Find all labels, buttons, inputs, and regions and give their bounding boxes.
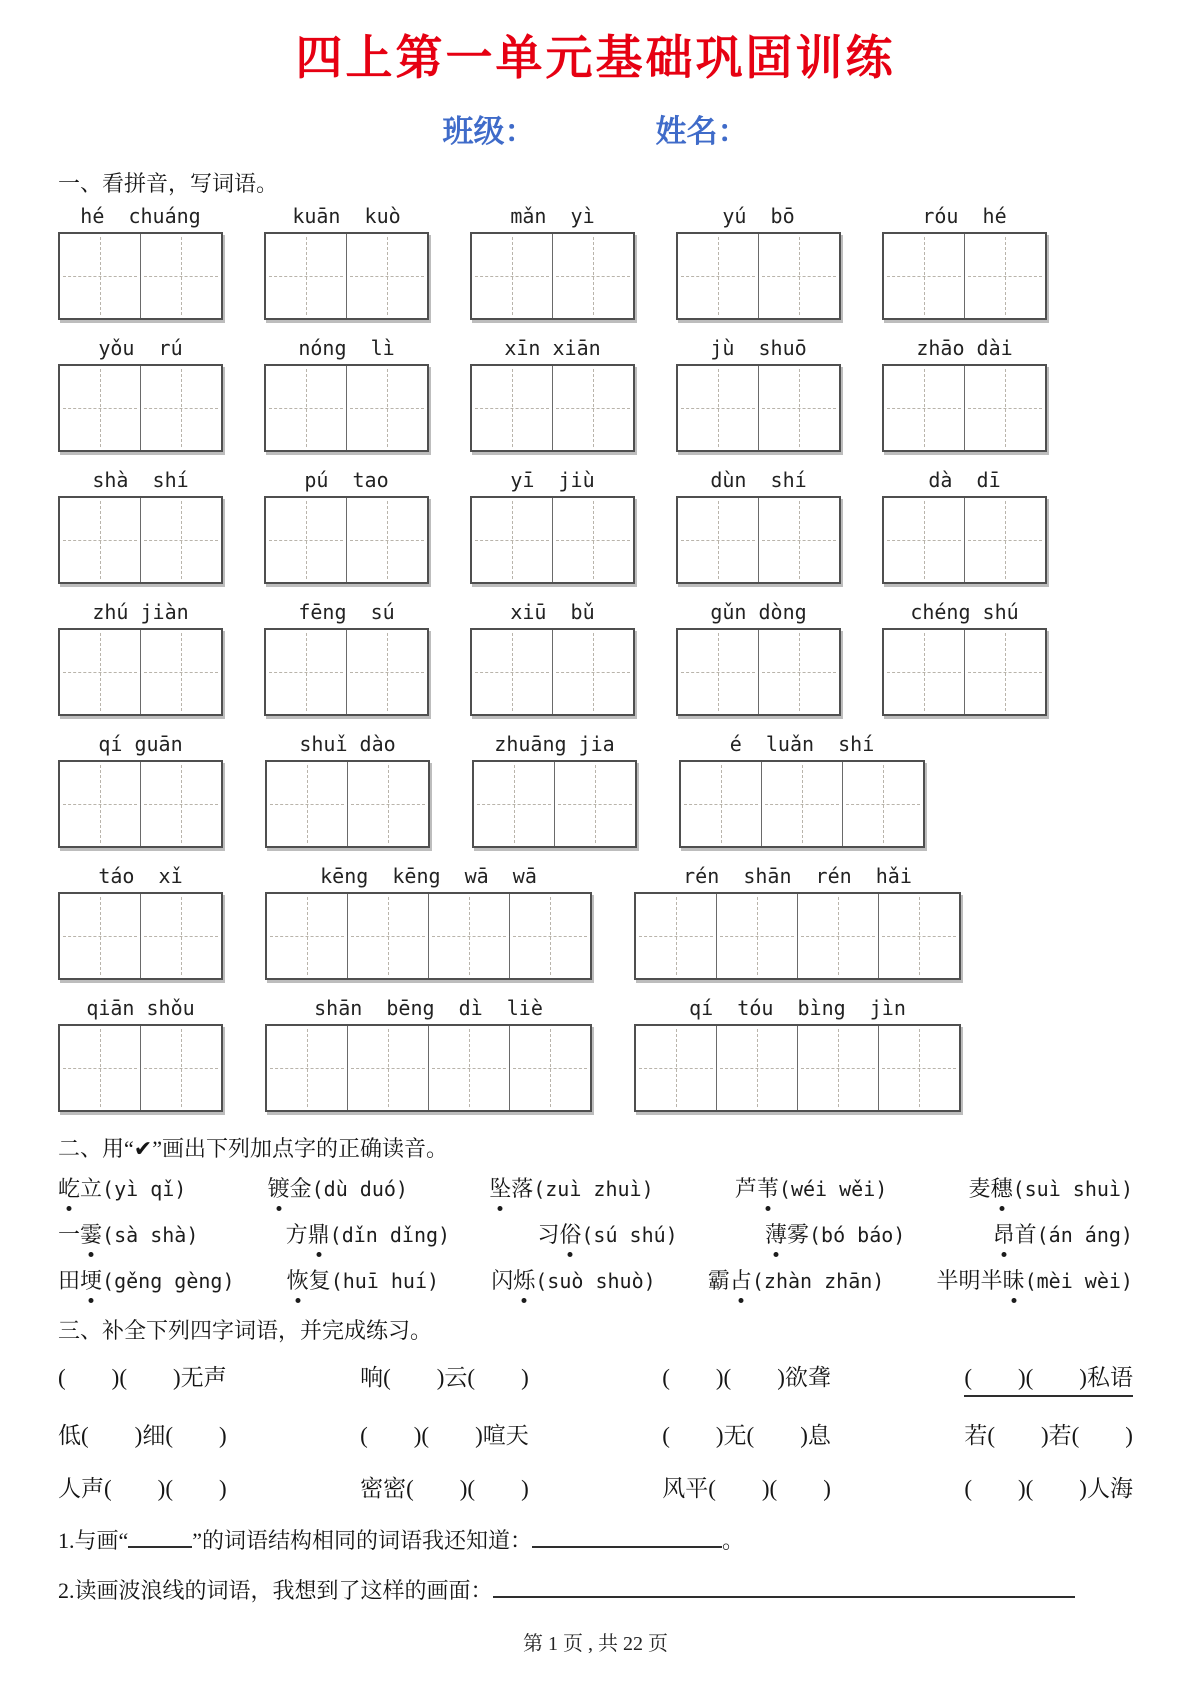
writing-boxes <box>265 1024 592 1112</box>
pronunciation-item <box>537 1218 677 1249</box>
writing-boxes <box>58 232 223 320</box>
idiom-row <box>58 1359 1133 1397</box>
pinyin-options: (sú shú) <box>581 1223 678 1248</box>
word-group <box>58 864 223 980</box>
pinyin-options: (án áng) <box>1036 1223 1133 1248</box>
tianzige-cell <box>472 498 552 582</box>
word-with-dot <box>937 1268 1025 1293</box>
word-char: 薄 <box>765 1218 787 1249</box>
word-group <box>264 600 429 716</box>
section-2-heading: 二、用“✔”画出下列加点字的正确读音。 <box>58 1136 448 1162</box>
word-group <box>676 204 841 320</box>
question-1-pre: 1.与画“ <box>58 1528 129 1554</box>
section-1 <box>58 163 1133 1128</box>
word-with-dot <box>287 1268 331 1293</box>
tianzige-cell <box>636 894 716 978</box>
word-char: 穗 <box>991 1172 1013 1203</box>
tianzige-cell <box>884 234 964 318</box>
tianzige-cell <box>878 1026 959 1110</box>
word-group <box>882 468 1047 584</box>
word-char: 首 <box>1014 1222 1037 1248</box>
word-group <box>58 468 223 584</box>
pinyin-row <box>58 996 1133 1112</box>
tianzige-cell <box>60 894 140 978</box>
word-char: 半 <box>980 1268 1003 1294</box>
idiom-blank-item: 低( )细( ) <box>58 1423 227 1449</box>
word-char: 镀 <box>268 1172 290 1203</box>
tianzige-cell <box>472 366 552 450</box>
word-with-dot <box>993 1222 1037 1247</box>
tianzige-cell <box>636 1026 716 1110</box>
pronunciation-item <box>287 1264 439 1295</box>
tianzige-cell <box>428 1026 509 1110</box>
word-char: 闪 <box>491 1268 514 1294</box>
pinyin-label: gǔn dòng <box>710 600 807 625</box>
writing-boxes <box>882 364 1047 452</box>
q1-answer-blank <box>532 1523 722 1548</box>
word-char: 落 <box>511 1176 534 1202</box>
pinyin-options: (huī huí) <box>330 1269 440 1294</box>
tianzige-cell <box>472 630 552 714</box>
tianzige-cell <box>964 498 1045 582</box>
writing-boxes <box>676 496 841 584</box>
question-1-end: 。 <box>722 1528 745 1554</box>
tianzige-cell <box>60 366 140 450</box>
word-group <box>58 732 223 848</box>
section-3-heading: 三、补全下列四字词语，并完成练习。 <box>58 1318 433 1344</box>
pinyin-label: táo xǐ <box>98 864 183 889</box>
pronunciation-item <box>58 1172 186 1203</box>
tianzige-cell <box>60 1026 140 1110</box>
word-group <box>470 336 635 452</box>
writing-boxes <box>264 232 429 320</box>
word-char: 俗 <box>559 1218 581 1249</box>
word-group <box>265 732 430 848</box>
pinyin-label: shuǐ dào <box>299 732 396 757</box>
word-group <box>470 204 635 320</box>
tianzige-cell <box>140 234 221 318</box>
idiom-blank-item: 风平( )( ) <box>662 1476 831 1502</box>
pronunciation-item <box>993 1218 1133 1249</box>
word-group <box>265 864 592 980</box>
writing-boxes <box>58 760 223 848</box>
pinyin-label: rén shān rén hǎi <box>683 864 912 889</box>
word-char: 立 <box>80 1176 103 1202</box>
pinyin-row <box>58 204 1133 320</box>
pinyin-label: chéng shú <box>910 600 1019 625</box>
word-with-dot <box>58 1176 102 1201</box>
word-char: 鼎 <box>308 1218 330 1249</box>
idiom-blank-item: 密密( )( ) <box>360 1476 529 1502</box>
pinyin-options: (gěng gèng) <box>102 1269 235 1294</box>
pinyin-row <box>58 336 1133 452</box>
tianzige-cell <box>552 234 633 318</box>
pinyin-label: dà dī <box>928 468 1001 493</box>
pinyin-label: shà shí <box>92 468 189 493</box>
pinyin-options: (wéi wěi) <box>778 1177 888 1202</box>
pinyin-label: zhāo dài <box>916 336 1013 361</box>
pinyin-label: xiū bǔ <box>510 600 595 625</box>
word-with-dot <box>268 1176 312 1201</box>
idiom-blank-item: ( )( )欲聋 <box>662 1365 831 1391</box>
word-char: 昂 <box>993 1218 1015 1249</box>
writing-boxes <box>882 628 1047 716</box>
tianzige-cell <box>716 894 797 978</box>
pinyin-options: (sà shà) <box>102 1223 199 1248</box>
tianzige-cell <box>884 498 964 582</box>
pinyin-options: (dù duó) <box>311 1177 408 1202</box>
idiom-blank-item: ( )无( )息 <box>662 1423 831 1449</box>
tianzige-cell <box>267 1026 347 1110</box>
tianzige-cell <box>509 894 590 978</box>
word-char: 恢 <box>287 1264 309 1295</box>
pronunciation-item <box>491 1264 655 1295</box>
word-with-dot <box>765 1222 809 1247</box>
word-with-dot <box>58 1268 102 1293</box>
tianzige-cell <box>347 1026 428 1110</box>
tianzige-cell <box>964 630 1045 714</box>
pinyin-label: xīn xiān <box>504 336 601 361</box>
word-with-dot <box>735 1176 779 1201</box>
pinyin-label: qí guān <box>98 732 183 757</box>
pronunciation-item <box>268 1172 408 1203</box>
pinyin-options: (suì shuì) <box>1012 1177 1133 1202</box>
idiom-row <box>58 1417 1133 1450</box>
pinyin-label: jù shuō <box>710 336 807 361</box>
pinyin-label: é luǎn shí <box>729 732 875 757</box>
word-char: 烁 <box>513 1264 535 1295</box>
pinyin-label: dùn shí <box>710 468 807 493</box>
writing-boxes <box>58 892 223 980</box>
word-group <box>58 336 223 452</box>
tianzige-cell <box>878 894 959 978</box>
tianzige-cell <box>678 366 758 450</box>
word-group <box>264 336 429 452</box>
writing-boxes <box>264 496 429 584</box>
word-group <box>58 996 223 1112</box>
writing-boxes <box>58 364 223 452</box>
word-char: 占 <box>730 1264 752 1295</box>
writing-boxes <box>470 364 635 452</box>
tianzige-cell <box>266 630 346 714</box>
pronunciation-item <box>735 1172 887 1203</box>
tianzige-cell <box>266 234 346 318</box>
q1-quoted-blank <box>128 1523 192 1548</box>
pronunciation-row <box>58 1172 1133 1203</box>
word-group <box>634 864 961 980</box>
tianzige-cell <box>552 630 633 714</box>
word-with-dot <box>58 1222 102 1247</box>
question-2-pre: 2.读画波浪线的词语，我想到了这样的画面： <box>58 1578 493 1604</box>
writing-boxes <box>470 232 635 320</box>
tianzige-cell <box>346 366 427 450</box>
pronunciation-item <box>286 1218 450 1249</box>
word-char: 屹 <box>58 1172 80 1203</box>
writing-boxes <box>264 364 429 452</box>
tianzige-cell <box>552 366 633 450</box>
word-with-dot <box>969 1176 1013 1201</box>
pinyin-options: (dǐn dǐng) <box>329 1223 451 1248</box>
pinyin-row <box>58 600 1133 716</box>
word-group <box>882 204 1047 320</box>
pinyin-options: (mèi wèi) <box>1024 1269 1133 1294</box>
pronunciation-item <box>765 1218 905 1249</box>
word-char: 半 <box>936 1268 959 1294</box>
word-group <box>58 600 223 716</box>
tianzige-cell <box>552 498 633 582</box>
pronunciation-item <box>969 1172 1133 1203</box>
word-group <box>676 468 841 584</box>
pronunciation-row <box>58 1218 1133 1249</box>
tianzige-cell <box>472 234 552 318</box>
tianzige-cell <box>140 498 221 582</box>
name-label: 姓名： <box>655 114 749 150</box>
pinyin-options: (suò shuò) <box>535 1269 656 1294</box>
pinyin-row <box>58 864 1133 980</box>
writing-boxes <box>470 496 635 584</box>
tianzige-cell <box>758 234 839 318</box>
tianzige-cell <box>140 1026 221 1110</box>
writing-boxes <box>882 232 1047 320</box>
idiom-rows <box>58 1359 1133 1503</box>
pronunciation-item <box>58 1218 198 1249</box>
question-1 <box>58 1523 1133 1555</box>
pronunciation-rows <box>58 1172 1133 1295</box>
word-group <box>882 600 1047 716</box>
writing-boxes <box>882 496 1047 584</box>
word-char: 麦 <box>968 1176 991 1202</box>
word-with-dot <box>491 1268 535 1293</box>
pinyin-label: róu hé <box>922 204 1007 229</box>
pinyin-label: yú bō <box>722 204 795 229</box>
tianzige-cell <box>140 366 221 450</box>
pinyin-row <box>58 468 1133 584</box>
writing-boxes <box>265 892 592 980</box>
tianzige-cell <box>797 894 878 978</box>
question-1-mid: ”的词语结构相同的词语我还知道： <box>192 1528 533 1554</box>
pinyin-grid-rows <box>58 204 1133 1112</box>
writing-boxes <box>676 232 841 320</box>
word-char: 苇 <box>757 1172 779 1203</box>
tianzige-cell <box>964 234 1045 318</box>
word-char: 霸 <box>707 1268 730 1294</box>
pronunciation-item <box>708 1264 884 1295</box>
writing-boxes <box>634 892 961 980</box>
tianzige-cell <box>267 894 347 978</box>
writing-boxes <box>265 760 430 848</box>
section-1-heading: 一、看拼音，写词语。 <box>58 171 279 197</box>
tianzige-cell <box>346 498 427 582</box>
header-fields <box>58 106 1133 151</box>
tianzige-cell <box>761 762 842 846</box>
idiom-blank-item: 若( )若( ) <box>964 1423 1133 1449</box>
word-with-dot <box>537 1222 581 1247</box>
tianzige-cell <box>266 366 346 450</box>
pinyin-label: shān bēng dì liè <box>314 996 543 1021</box>
tianzige-cell <box>60 234 140 318</box>
idiom-blank-item: 人声( )( ) <box>58 1476 227 1502</box>
word-group <box>676 600 841 716</box>
tianzige-cell <box>140 762 221 846</box>
writing-boxes <box>58 628 223 716</box>
word-with-dot <box>489 1176 533 1201</box>
idiom-blank-item: ( )( )无声 <box>58 1365 227 1391</box>
writing-boxes <box>264 628 429 716</box>
pinyin-label: kēng kēng wā wā <box>320 864 537 889</box>
pinyin-label: kuān kuò <box>292 204 401 229</box>
word-char: 坠 <box>489 1172 511 1203</box>
pinyin-label: nóng lì <box>298 336 395 361</box>
tianzige-cell <box>509 1026 590 1110</box>
idiom-blank-item: 响( )云( ) <box>360 1365 529 1391</box>
page-title: 四上第一单元基础巩固训练 <box>295 33 896 85</box>
pronunciation-item <box>58 1264 234 1295</box>
section-3 <box>58 1310 1133 1623</box>
tianzige-cell <box>267 762 347 846</box>
tianzige-cell <box>474 762 554 846</box>
word-char: 霎 <box>80 1218 102 1249</box>
word-group <box>472 732 637 848</box>
word-group <box>58 204 223 320</box>
idiom-blank-item: ( )( )人海 <box>964 1476 1133 1502</box>
writing-boxes <box>676 364 841 452</box>
word-char: 田 <box>58 1268 81 1294</box>
page-footer: 第 1 页 , 共 22 页 <box>523 1633 668 1655</box>
word-char: 一 <box>58 1222 81 1248</box>
word-with-dot <box>708 1268 752 1293</box>
tianzige-cell <box>884 630 964 714</box>
writing-boxes <box>679 760 925 848</box>
tianzige-cell <box>346 234 427 318</box>
tianzige-cell <box>758 366 839 450</box>
word-char: 明 <box>958 1268 981 1294</box>
pronunciation-item <box>937 1264 1133 1295</box>
word-group <box>264 204 429 320</box>
tianzige-cell <box>681 762 761 846</box>
tianzige-cell <box>266 498 346 582</box>
tianzige-cell <box>428 894 509 978</box>
idiom-blank-item: ( )( )喧天 <box>360 1423 529 1449</box>
pinyin-label: fēng sú <box>298 600 395 625</box>
pinyin-label: yǒu rú <box>98 336 183 361</box>
tianzige-cell <box>678 234 758 318</box>
tianzige-cell <box>60 498 140 582</box>
pinyin-label: pú tao <box>304 468 389 493</box>
pinyin-row <box>58 732 1133 848</box>
pronunciation-row <box>58 1264 1133 1295</box>
tianzige-cell <box>347 762 428 846</box>
word-char: 方 <box>285 1222 308 1248</box>
word-char: 昧 <box>1003 1264 1025 1295</box>
word-char: 埂 <box>80 1264 102 1295</box>
tianzige-cell <box>797 1026 878 1110</box>
pinyin-label: qiān shǒu <box>86 996 195 1021</box>
tianzige-cell <box>554 762 635 846</box>
word-group <box>470 600 635 716</box>
writing-boxes <box>472 760 637 848</box>
word-group <box>265 996 592 1112</box>
idiom-row <box>58 1470 1133 1503</box>
idiom-blank-item: ( )( )私语 <box>964 1359 1133 1397</box>
word-group <box>882 336 1047 452</box>
word-group <box>676 336 841 452</box>
writing-boxes <box>58 496 223 584</box>
pinyin-options: (bó báo) <box>809 1223 906 1248</box>
tianzige-cell <box>60 630 140 714</box>
tianzige-cell <box>60 762 140 846</box>
word-char: 复 <box>308 1268 331 1294</box>
writing-boxes <box>470 628 635 716</box>
pinyin-label: qí tóu bìng jìn <box>689 996 906 1021</box>
tianzige-cell <box>347 894 428 978</box>
tianzige-cell <box>964 366 1045 450</box>
class-label: 班级： <box>442 114 536 150</box>
tianzige-cell <box>842 762 923 846</box>
writing-boxes <box>58 1024 223 1112</box>
word-group <box>679 732 925 848</box>
word-group <box>634 996 961 1112</box>
pinyin-options: (zhàn zhān) <box>751 1269 885 1294</box>
pinyin-label: yī jiù <box>510 468 595 493</box>
tianzige-cell <box>678 630 758 714</box>
pinyin-options: (zuì zhuì) <box>533 1177 654 1202</box>
question-2 <box>58 1573 1133 1605</box>
word-char: 芦 <box>734 1176 757 1202</box>
tianzige-cell <box>140 630 221 714</box>
tianzige-cell <box>758 630 839 714</box>
pinyin-label: hé chuáng <box>80 204 201 229</box>
pinyin-label: mǎn yì <box>510 204 595 229</box>
tianzige-cell <box>678 498 758 582</box>
tianzige-cell <box>140 894 221 978</box>
writing-boxes <box>634 1024 961 1112</box>
tianzige-cell <box>716 1026 797 1110</box>
tianzige-cell <box>884 366 964 450</box>
writing-boxes <box>676 628 841 716</box>
pronunciation-item <box>489 1172 653 1203</box>
q2-answer-blank <box>493 1573 1075 1598</box>
pinyin-label: zhú jiàn <box>92 600 189 625</box>
word-char: 雾 <box>786 1222 809 1248</box>
word-char: 金 <box>289 1176 312 1202</box>
word-char: 习 <box>537 1222 560 1248</box>
tianzige-cell <box>346 630 427 714</box>
pinyin-label: zhuāng jia <box>494 732 615 757</box>
pinyin-options: (yì qǐ) <box>102 1177 187 1202</box>
section-2 <box>58 1128 1133 1310</box>
word-with-dot <box>286 1222 330 1247</box>
word-group <box>264 468 429 584</box>
tianzige-cell <box>758 498 839 582</box>
word-group <box>470 468 635 584</box>
